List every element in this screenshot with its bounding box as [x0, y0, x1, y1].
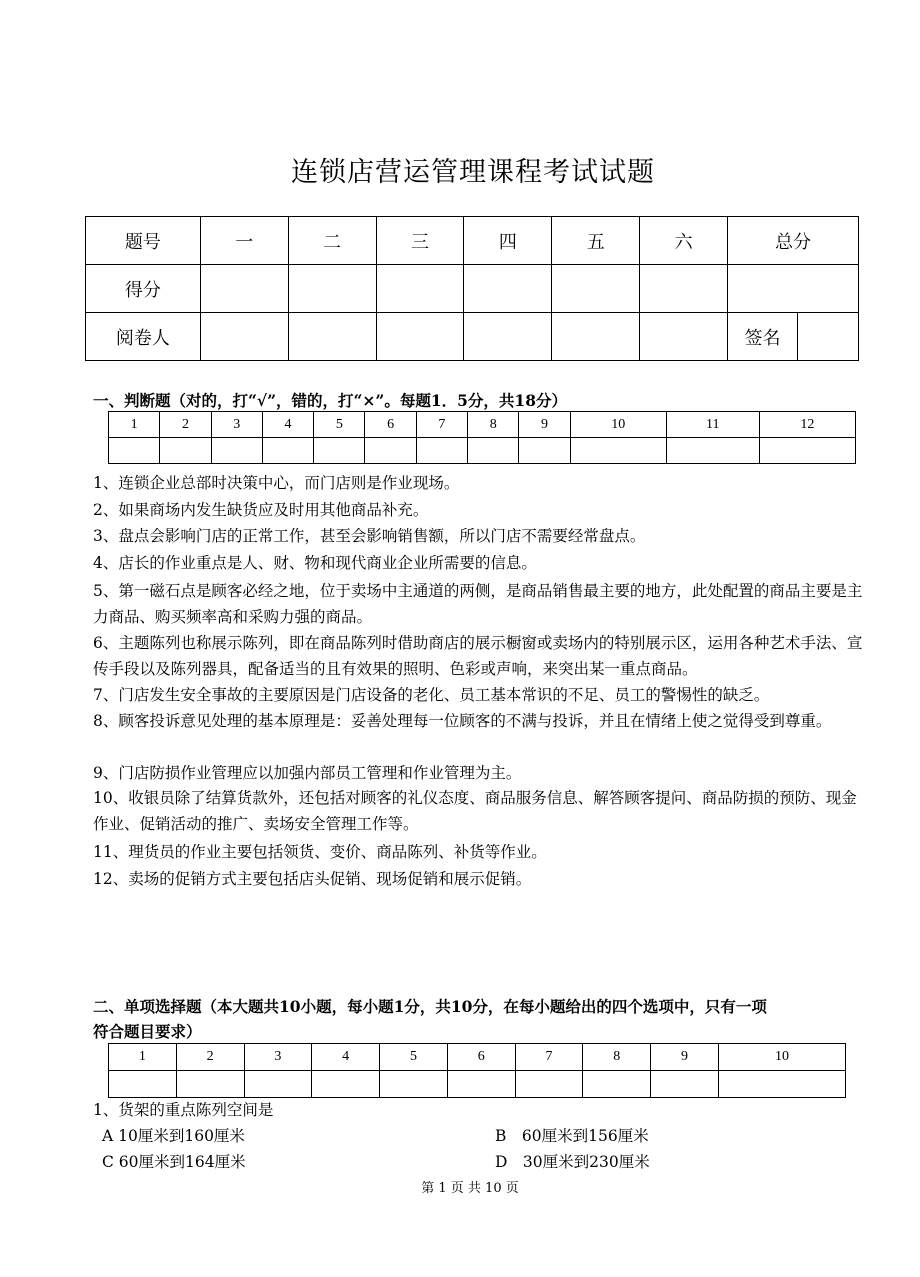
- answer-number: 7: [515, 1044, 583, 1071]
- score-grader-row: [86, 313, 859, 361]
- answer-cell[interactable]: [759, 438, 855, 464]
- question-8: 8、顾客投诉意见处理的基本原理是：妥善处理每一位顾客的不满与投诉，并且在情绪上使之觉得受到尊重。: [93, 712, 832, 730]
- grader-cell[interactable]: [640, 313, 728, 361]
- answer-cell[interactable]: [314, 438, 365, 464]
- question-3: 3、盘点会影响门店的正常工作，甚至会影响销售额，所以门店不需要经常盘点。: [93, 527, 646, 545]
- score-header-cell: 二: [288, 217, 376, 265]
- answer-number: 8: [468, 412, 519, 438]
- answer-cell[interactable]: [262, 438, 313, 464]
- score-total-cell[interactable]: [728, 265, 859, 313]
- answer-cell[interactable]: [718, 1071, 845, 1098]
- score-cell[interactable]: [288, 265, 376, 313]
- score-header-cell: 题号: [86, 217, 201, 265]
- score-header-cell: 六: [640, 217, 728, 265]
- answer-number: 1: [109, 1044, 177, 1071]
- score-row-label: 得分: [86, 265, 201, 313]
- answer-number: 6: [365, 412, 416, 438]
- answer-number: 3: [211, 412, 262, 438]
- grader-cell[interactable]: [464, 313, 552, 361]
- answer-cell[interactable]: [515, 1071, 583, 1098]
- answer-cell[interactable]: [312, 1071, 380, 1098]
- score-cell[interactable]: [376, 265, 464, 313]
- section1-answer-table: [108, 411, 856, 464]
- answer-cell[interactable]: [416, 438, 467, 464]
- answer-number: 4: [312, 1044, 380, 1071]
- option-c: C 60厘米到164厘米: [102, 1153, 246, 1171]
- answer-number: 2: [176, 1044, 244, 1071]
- answer-number: 12: [759, 412, 855, 438]
- answer-number: 8: [583, 1044, 651, 1071]
- question-6: 6、主题陈列也称展示陈列，即在商品陈列时借助商店的展示橱窗或卖场内的特别展示区，运用各种艺术手法、宣传手段以及陈列器具，配备适当的且有效果的照明、色彩或声响，来突出某一重点商品。: [93, 634, 863, 678]
- score-header-row: [86, 217, 859, 265]
- answer-cell[interactable]: [365, 438, 416, 464]
- score-header-cell: 四: [464, 217, 552, 265]
- answer-number: 5: [380, 1044, 448, 1071]
- question-10: 10、收银员除了结算货款外，还包括对顾客的礼仪态度、商品服务信息、解答顾客提问、商品防损的预防、现金作业、促销活动的推广、卖场安全管理工作等。: [93, 789, 857, 833]
- question-4: 4、店长的作业重点是人、财、物和现代商业企业所需要的信息。: [93, 554, 537, 572]
- answer-blank-row: [109, 438, 856, 464]
- answer-number: 9: [519, 412, 570, 438]
- answer-number: 10: [718, 1044, 845, 1071]
- answer-cell[interactable]: [109, 438, 160, 464]
- answer-number: 9: [651, 1044, 719, 1071]
- question-1: 1、连锁企业总部时决策中心，而门店则是作业现场。: [93, 474, 460, 492]
- section2-heading-line2: 符合题目要求）: [93, 1022, 202, 1041]
- score-row-label: 阅卷人: [86, 313, 201, 361]
- question-11: 11、理货员的作业主要包括领货、变价、商品陈列、补货等作业。: [93, 843, 547, 861]
- answer-cell[interactable]: [468, 438, 519, 464]
- answer-cell[interactable]: [176, 1071, 244, 1098]
- grader-cell[interactable]: [200, 313, 288, 361]
- score-header-cell: 三: [376, 217, 464, 265]
- page-title: 连锁店营运管理课程考试试题: [291, 157, 655, 188]
- answer-number: 5: [314, 412, 365, 438]
- score-cell[interactable]: [640, 265, 728, 313]
- question-7: 7、门店发生安全事故的主要原因是门店设备的老化、员工基本常识的不足、员工的警惕性的缺乏。: [93, 686, 770, 704]
- answer-cell[interactable]: [570, 438, 666, 464]
- score-cell[interactable]: [552, 265, 640, 313]
- score-table: [85, 216, 859, 361]
- answer-cell[interactable]: [160, 438, 211, 464]
- answer-blank-row: [109, 1071, 846, 1098]
- option-b: B 60厘米到156厘米: [495, 1127, 649, 1145]
- grader-cell[interactable]: [288, 313, 376, 361]
- answer-number: 4: [262, 412, 313, 438]
- question-5: 5、第一磁石点是顾客必经之地，位于卖场中主通道的两侧，是商品销售最主要的地方，此处配置的商品主要是主力商品、购买频率高和采购力强的商品。: [93, 582, 863, 626]
- answer-number: 6: [447, 1044, 515, 1071]
- section2-heading-line1: 二、单项选择题（本大题共10小题，每小题1分，共10分，在每小题给出的四个选项中，只有一项: [93, 997, 767, 1016]
- option-a: A 10厘米到160厘米: [102, 1127, 245, 1145]
- score-header-cell: 总分: [728, 217, 859, 265]
- answer-number: 2: [160, 412, 211, 438]
- answer-number: 10: [570, 412, 666, 438]
- score-cell[interactable]: [200, 265, 288, 313]
- page-footer: 第 1 页 共 10 页: [421, 1181, 519, 1196]
- score-points-row: [86, 265, 859, 313]
- answer-cell[interactable]: [109, 1071, 177, 1098]
- section1-heading: 一、判断题（对的，打“√”，错的，打“×”。每题1．5分，共18分）: [93, 391, 567, 410]
- option-d: D 30厘米到230厘米: [495, 1153, 650, 1171]
- answer-cell[interactable]: [447, 1071, 515, 1098]
- choice-question-1: 1、货架的重点陈列空间是: [93, 1101, 274, 1119]
- answer-number: 3: [244, 1044, 312, 1071]
- answer-cell[interactable]: [244, 1071, 312, 1098]
- score-header-cell: 一: [200, 217, 288, 265]
- section2-answer-table: [108, 1043, 846, 1098]
- question-2: 2、如果商场内发生缺货应及时用其他商品补充。: [93, 501, 429, 519]
- grader-cell[interactable]: [376, 313, 464, 361]
- question-12: 12、卖场的促销方式主要包括店头促销、现场促销和展示促销。: [93, 870, 532, 888]
- score-header-cell: 五: [552, 217, 640, 265]
- sign-label: 签名: [728, 313, 798, 361]
- answer-number: 1: [109, 412, 160, 438]
- answer-cell[interactable]: [211, 438, 262, 464]
- answer-number: 7: [416, 412, 467, 438]
- answer-number: 11: [666, 412, 759, 438]
- answer-cell[interactable]: [651, 1071, 719, 1098]
- answer-cell[interactable]: [583, 1071, 651, 1098]
- answer-number-row: [109, 1044, 846, 1071]
- answer-cell[interactable]: [380, 1071, 448, 1098]
- answer-number-row: [109, 412, 856, 438]
- answer-cell[interactable]: [666, 438, 759, 464]
- score-cell[interactable]: [464, 265, 552, 313]
- question-9: 9、门店防损作业管理应以加强内部员工管理和作业管理为主。: [93, 764, 522, 782]
- answer-cell[interactable]: [519, 438, 570, 464]
- grader-cell[interactable]: [552, 313, 640, 361]
- sign-cell[interactable]: [798, 313, 859, 361]
